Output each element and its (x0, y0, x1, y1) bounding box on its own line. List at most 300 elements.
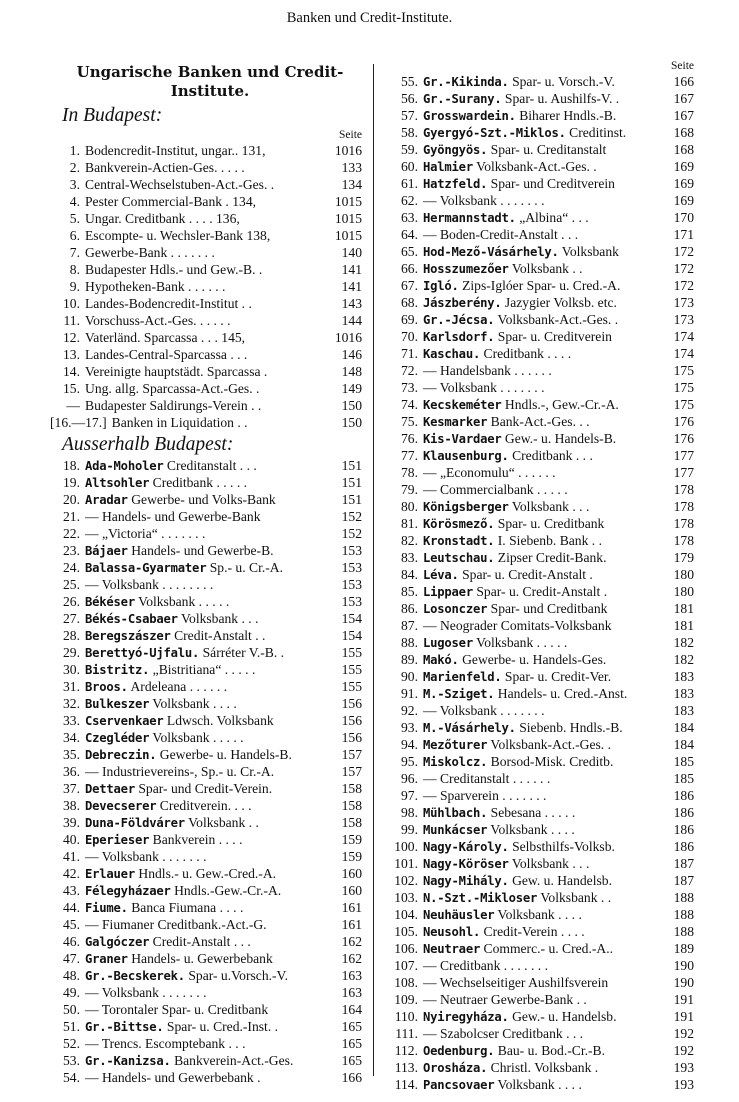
entry-number: 78. (401, 465, 418, 480)
entry-text (418, 311, 658, 328)
entry-text (418, 515, 658, 532)
entry-number: [16.—17.] (50, 415, 107, 430)
entry-page: 191 (673, 1009, 694, 1024)
entry-text (418, 294, 658, 311)
entry-text (80, 865, 326, 882)
entry-page: 153 (341, 543, 362, 558)
entry-page: 182 (673, 652, 694, 667)
entry-description: Christl. Volksbank . (490, 1060, 599, 1075)
entry-description: — Volksbank . . . . . . . (85, 849, 207, 864)
entry-description: Spar- und Credit-Verein. (138, 781, 273, 796)
entry-place-name: Berettyó-Ujfalu. (85, 646, 200, 660)
entry-place-name: Gr.-Bittse. (85, 1020, 164, 1034)
entry-description: Volksbank . . . . . (138, 594, 230, 609)
list-item (58, 916, 362, 933)
entry-text (80, 227, 326, 244)
entry-page: 153 (341, 594, 362, 609)
entry-description: — Wechselseitiger Aushilfsverein (423, 975, 609, 990)
entry-text (418, 260, 658, 277)
entry-number: 27. (63, 611, 80, 626)
entry-number: 70. (401, 329, 418, 344)
entry-number: 62. (401, 193, 418, 208)
entry-description: Volksbank . . . . (152, 696, 237, 711)
entry-text (418, 651, 658, 668)
entry-number: 114. (394, 1077, 418, 1092)
entry-number: 9. (69, 279, 80, 294)
entry-page: 177 (673, 465, 694, 480)
entry-page: 158 (341, 815, 362, 830)
entry-text (80, 899, 326, 916)
entry-place-name: Kronstadt. (423, 534, 495, 548)
entry-description: Hndls.-Gew.-Cr.-A. (174, 883, 282, 898)
entry-page: 143 (341, 296, 362, 311)
entry-page: 177 (673, 448, 694, 463)
entry-text (80, 916, 326, 933)
entry-number: 95. (401, 754, 418, 769)
entry-text (80, 746, 326, 763)
list-item (390, 991, 694, 1008)
entry-page: 181 (673, 601, 694, 616)
entry-place-name: Nagy-Köröser (423, 857, 509, 871)
list-item (390, 940, 694, 957)
entry-place-name: Aradar (85, 493, 128, 507)
entry-description: — Creditanstalt . . . . . . (423, 771, 551, 786)
entry-number: 110. (394, 1009, 418, 1024)
entry-page: 156 (341, 696, 362, 711)
entry-text (80, 278, 326, 295)
entry-place-name: Hod-Mező-Vásárhely. (423, 245, 559, 259)
entry-place-name: Broos. (85, 680, 128, 694)
list-item (390, 872, 694, 889)
entry-number: 42. (63, 866, 80, 881)
entry-text (418, 787, 658, 804)
entry-text (80, 295, 326, 312)
entry-text (418, 362, 658, 379)
entry-page: 181 (673, 618, 694, 633)
entry-description: Borsod-Misk. Creditb. (490, 754, 614, 769)
entry-number: 76. (401, 431, 418, 446)
entry-description: Vereinigte hauptstädt. Sparcassa . (85, 364, 268, 379)
entry-description: — Handels- und Gewerbe-Bank (85, 509, 261, 524)
entry-page: 155 (341, 679, 362, 694)
entry-description: — Commercialbank . . . . . (423, 482, 568, 497)
entry-page: 156 (341, 730, 362, 745)
entry-text (80, 559, 326, 576)
list-item (390, 328, 694, 345)
entry-text (80, 159, 326, 176)
entry-number: 89. (401, 652, 418, 667)
entry-place-name: Lippaer (423, 585, 473, 599)
entry-page: 165 (341, 1019, 362, 1034)
list-item (58, 542, 362, 559)
entry-text (80, 1001, 326, 1018)
list-item (390, 685, 694, 702)
list-item (390, 532, 694, 549)
entry-page: 152 (341, 509, 362, 524)
entry-number: 26. (63, 594, 80, 609)
list-item (58, 1035, 362, 1052)
entry-number: 32. (63, 696, 80, 711)
entry-number: 51. (63, 1019, 80, 1034)
entry-text (418, 770, 658, 787)
entry-description: Bank-Act.-Ges. . . (490, 414, 590, 429)
entry-description: Volksbank . . (540, 890, 612, 905)
entry-description: — „Victoria“ . . . . . . . (85, 526, 206, 541)
entry-description: Credit-Verein . . . . (483, 924, 585, 939)
entry-description: Volksbank . . . (511, 856, 590, 871)
entry-page: 157 (341, 764, 362, 779)
entry-place-name: Neusohl. (423, 925, 481, 939)
entry-text (418, 634, 658, 651)
entry-number: 24. (63, 560, 80, 575)
entry-place-name: Königsberger (423, 500, 509, 514)
list-item (58, 797, 362, 814)
entry-description: — Volksbank . . . . . . . (423, 193, 545, 208)
list-item (390, 379, 694, 396)
list-item (58, 950, 362, 967)
entry-number: 50. (63, 1002, 80, 1017)
entry-page: 193 (673, 1077, 694, 1092)
entry-description: — Industrievereins-, Sp.- u. Cr.-A. (85, 764, 275, 779)
entry-text (418, 1042, 658, 1059)
list-item (58, 848, 362, 865)
entry-page: 184 (673, 720, 694, 735)
entry-description: — Torontaler Spar- u. Creditbank (85, 1002, 269, 1017)
entry-text (80, 967, 326, 984)
entry-place-name: Karlsdorf. (423, 330, 495, 344)
entry-description: Spar- u. Credit-Anstalt . (476, 584, 608, 599)
entry-text (80, 950, 326, 967)
entry-description: Escompte- u. Wechsler-Bank 138, (85, 228, 271, 243)
entry-text (418, 175, 658, 192)
list-item (390, 158, 694, 175)
entry-description: Credit-Anstalt . . (174, 628, 266, 643)
list-item (390, 413, 694, 430)
entry-description: Banca Fiumana . . . . (131, 900, 244, 915)
entry-number: 91. (401, 686, 418, 701)
entry-text (418, 821, 658, 838)
entry-place-name: Gyöngyös. (423, 143, 488, 157)
entry-page: 178 (673, 499, 694, 514)
entry-place-name: Fiume. (85, 901, 128, 915)
entry-number: 60. (401, 159, 418, 174)
entry-page: 157 (341, 747, 362, 762)
entry-place-name: Kaschau. (423, 347, 481, 361)
column-divider (373, 64, 374, 1076)
entry-number: 6. (69, 228, 80, 243)
entry-description: Handels- u. Gewerbebank (131, 951, 273, 966)
entry-text (418, 90, 658, 107)
entry-place-name: Gr.-Surany. (423, 92, 502, 106)
list-item (58, 525, 362, 542)
entry-number: 23. (63, 543, 80, 558)
entry-page: 193 (673, 1060, 694, 1075)
list-item (390, 481, 694, 498)
list-item (390, 770, 694, 787)
entry-description: Spar- u.Vorsch.-V. (188, 968, 289, 983)
entry-page: 187 (673, 856, 694, 871)
entry-number: 1. (69, 143, 80, 158)
entry-page: 178 (673, 516, 694, 531)
entry-number: 107. (394, 958, 418, 973)
entry-text (418, 583, 658, 600)
entry-description: Volksbank . . . . . (476, 635, 568, 650)
list-item (390, 1008, 694, 1025)
section-heading-budapest: In Budapest: (62, 105, 163, 126)
entry-number: 98. (401, 805, 418, 820)
list-item (390, 311, 694, 328)
entry-description: Ldwsch. Volksbank (166, 713, 274, 728)
entry-page: 163 (341, 985, 362, 1000)
entry-text (418, 668, 658, 685)
entry-description: Volksbank . . . . . (152, 730, 244, 745)
entry-description: Spar- u. Aushilfs-V. . (504, 91, 620, 106)
entry-number: 97. (401, 788, 418, 803)
entry-description: Handels- u. Cred.-Anst. (497, 686, 628, 701)
list-item (58, 933, 362, 950)
entry-place-name: Devecserer (85, 799, 157, 813)
entry-number: 75. (401, 414, 418, 429)
list-item (390, 226, 694, 243)
entry-place-name: Nagy-Károly. (423, 840, 509, 854)
list-item (58, 508, 362, 525)
entry-page: 176 (673, 431, 694, 446)
entry-place-name: Oedenburg. (423, 1044, 495, 1058)
list-item (58, 210, 362, 227)
entry-page: 188 (673, 924, 694, 939)
entry-text (80, 312, 326, 329)
entry-description: Volksbank . . (511, 261, 583, 276)
entry-description: — Volksbank . . . . . . . . (85, 577, 214, 592)
entry-description: Gew.- u. Handels-B. (504, 431, 617, 446)
entry-number: — (66, 398, 80, 413)
entry-text (418, 906, 658, 923)
entry-text (418, 345, 658, 362)
entry-text (418, 328, 658, 345)
entry-page: 150 (341, 398, 362, 413)
entry-number: 13. (63, 347, 80, 362)
entry-page: 141 (341, 279, 362, 294)
entry-number: 10. (63, 296, 80, 311)
entry-number: 18. (63, 458, 80, 473)
entry-description: — Trencs. Escomptebank . . . (85, 1036, 246, 1051)
entry-number: 37. (63, 781, 80, 796)
entry-text (418, 1008, 658, 1025)
entry-description: Creditverein. . . . (159, 798, 252, 813)
entry-text (418, 1059, 658, 1076)
entry-description: Spar- u. Cred.-Inst. . (166, 1019, 279, 1034)
entry-text (80, 380, 326, 397)
entry-number: 20. (63, 492, 80, 507)
list-item (58, 967, 362, 984)
entry-page: 186 (673, 839, 694, 854)
entry-description: „Bistritiana“ . . . . . (152, 662, 256, 677)
entry-place-name: Bájaer (85, 544, 128, 558)
entry-place-name: Gr.-Becskerek. (85, 969, 185, 983)
entry-number: 108. (394, 975, 418, 990)
entry-number: 83. (401, 550, 418, 565)
entry-description: Sárréter V.-B. . (202, 645, 285, 660)
entry-page: 134 (341, 177, 362, 192)
entry-place-name: Cservenkaer (85, 714, 164, 728)
list-item (390, 549, 694, 566)
entry-page: 171 (673, 227, 694, 242)
entry-place-name: Losonczer (423, 602, 488, 616)
entry-place-name: Félegyházaer (85, 884, 171, 898)
list-item (390, 566, 694, 583)
entry-place-name: Balassa-Gyarmater (85, 561, 207, 575)
entry-number: 2. (69, 160, 80, 175)
entry-text (418, 736, 658, 753)
entry-page: 165 (341, 1053, 362, 1068)
entry-place-name: Bulkeszer (85, 697, 150, 711)
list-item (390, 277, 694, 294)
list-item (50, 414, 362, 431)
entry-text (80, 780, 326, 797)
entry-page: 167 (673, 91, 694, 106)
entry-number: 65. (401, 244, 418, 259)
entry-place-name: Gr.-Kanizsa. (85, 1054, 171, 1068)
entry-number: 14. (63, 364, 80, 379)
entry-text (418, 872, 658, 889)
entry-place-name: N.-Szt.-Mikloser (423, 891, 538, 905)
entry-number: 30. (63, 662, 80, 677)
entry-page: 166 (673, 74, 694, 89)
entry-number: 45. (63, 917, 80, 932)
list-item (390, 1025, 694, 1042)
left-column (50, 63, 362, 1086)
entry-number: 73. (401, 380, 418, 395)
entry-description: — Szabolcser Creditbank . . . (423, 1026, 584, 1041)
entry-description: Volksbank . . . . (490, 822, 575, 837)
entry-description: — Handelsbank . . . . . . (423, 363, 552, 378)
entry-text (80, 644, 326, 661)
entry-page: 168 (673, 125, 694, 140)
list-item (58, 865, 362, 882)
entry-description: Volksbank-Act.-Ges. . (497, 312, 619, 327)
entry-description: Ung. allg. Sparcassa-Act.-Ges. . (85, 381, 260, 396)
entry-description: Sebesana . . . . . (490, 805, 576, 820)
entry-text (80, 491, 326, 508)
entry-page: 160 (341, 883, 362, 898)
entry-place-name: Kecskeméter (423, 398, 502, 412)
entry-description: Commerc.- u. Cred.-A.. (483, 941, 614, 956)
entry-description: Hypotheken-Bank . . . . . . (85, 279, 226, 294)
list-item (58, 712, 362, 729)
entry-text (80, 542, 326, 559)
entry-number: 102. (394, 873, 418, 888)
list-item (390, 838, 694, 855)
entry-description: Siebenb. Hndls.-B. (519, 720, 623, 735)
entry-text (418, 481, 658, 498)
entry-page: 172 (673, 261, 694, 276)
entry-page: 166 (341, 1070, 362, 1085)
entry-number: 40. (63, 832, 80, 847)
entry-text (80, 329, 326, 346)
entry-page: 178 (673, 533, 694, 548)
entry-page: 190 (673, 975, 694, 990)
entry-number: 96. (401, 771, 418, 786)
entry-description: Gew.- u. Handelsb. (512, 1009, 617, 1024)
entry-page: 151 (341, 492, 362, 507)
entry-text (80, 457, 326, 474)
entry-number: 61. (401, 176, 418, 191)
entry-place-name: Neutraer (423, 942, 481, 956)
entry-text (80, 1069, 326, 1086)
list-item (58, 627, 362, 644)
list-item (390, 600, 694, 617)
entry-description: Selbsthilfs-Volksb. (512, 839, 615, 854)
entry-number: 7. (69, 245, 80, 260)
list-item (390, 396, 694, 413)
list-item (390, 804, 694, 821)
entry-number: 88. (401, 635, 418, 650)
list-item (390, 260, 694, 277)
entry-description: Pester Commercial-Bank . 134, (85, 194, 257, 209)
entry-description: Volksbank-Act.-Ges. . (476, 159, 597, 174)
entry-number: 35. (63, 747, 80, 762)
list-item (390, 90, 694, 107)
entry-text (80, 142, 326, 159)
entry-number: 38. (63, 798, 80, 813)
entry-number: 48. (63, 968, 80, 983)
entry-text (418, 549, 658, 566)
list-item (58, 763, 362, 780)
entry-description: — Fiumaner Creditbank.-Act.-G. (85, 917, 267, 932)
list-item (390, 73, 694, 90)
entry-description: Volksbank . . . (511, 499, 590, 514)
entry-number: 43. (63, 883, 80, 898)
entry-text (418, 566, 658, 583)
entry-number: 67. (401, 278, 418, 293)
entry-text (80, 193, 326, 210)
entry-description: Vorschuss-Act.-Ges. . . . . . (85, 313, 231, 328)
entry-place-name: Galgóczer (85, 935, 150, 949)
entry-text (418, 702, 658, 719)
entry-page: 168 (673, 142, 694, 157)
list-item (390, 464, 694, 481)
entry-text (418, 600, 658, 617)
entry-description: Zips-Iglóer Spar- u. Cred.-A. (462, 278, 621, 293)
entry-page: 152 (341, 526, 362, 541)
entry-page: 141 (341, 262, 362, 277)
list-item (390, 617, 694, 634)
entry-page: 180 (673, 584, 694, 599)
entry-description: Spar- u. Vorsch.-V. (512, 74, 615, 89)
entry-text (418, 430, 658, 447)
list-item (390, 974, 694, 991)
entry-page: 164 (341, 1002, 362, 1017)
entry-description: Creditinst. (569, 125, 627, 140)
page-column-label: Seite (671, 60, 694, 72)
entry-number: 57. (401, 108, 418, 123)
entry-description: Creditbank . . . (512, 448, 593, 463)
list-item (58, 380, 362, 397)
entry-number: 12. (63, 330, 80, 345)
entry-number: 22. (63, 526, 80, 541)
list-item (58, 746, 362, 763)
list-item (390, 345, 694, 362)
entry-text (80, 933, 326, 950)
entry-page: 167 (673, 108, 694, 123)
entry-page: 159 (341, 849, 362, 864)
entry-page: 174 (673, 346, 694, 361)
entry-description: Credit-Anstalt . . . (152, 934, 251, 949)
list-item (58, 295, 362, 312)
entry-page: 173 (673, 295, 694, 310)
entry-number: 19. (63, 475, 80, 490)
entry-page: 186 (673, 805, 694, 820)
